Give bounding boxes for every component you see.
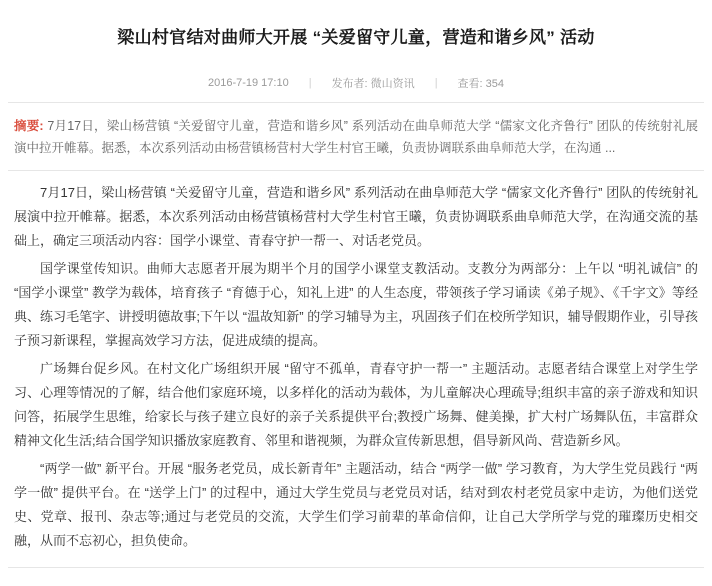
article-paragraph: “两学一做” 新平台。开展 “服务老党员，成长新青年” 主题活动，结合 “两学一做” 学习教育，为大学生党员践行 “两学一做” 提供平台。在 “送学上门” 的过程中，通过大学生党员与老党员对话，结对到农村老党员家中走访，为他们送党史、党章、报刊、杂志等;通过与老党员的交流，大学生们学习前辈的革命信仰，让自己大学所学与党的璀璨历史相交融，从而不忘初心，担负使命。 — [14, 460, 698, 548]
article-summary — [0, 103, 712, 170]
publish-datetime: 2016-7-19 17:10 — [207, 76, 289, 89]
page-title: 梁山村官结对曲师大开展 “关爱留守儿童，营造和谐乡风” 活动 — [117, 28, 595, 48]
meta-separator-1: | — [308, 76, 312, 89]
meta-separator-2: | — [434, 76, 438, 89]
article-meta — [0, 63, 712, 102]
summary-label: 摘要: — [14, 118, 44, 133]
summary-text: 7月17日，梁山杨营镇 “关爱留守儿童，营造和谐乡风” 系列活动在曲阜师范大学 “儒家文化齐鲁行” 团队的传统射礼展演中拉开帷幕。据悉，本次系列活动由杨营镇杨营村大学生村官王曦，负责协调联系曲阜师范大学，在沟通 ... — [14, 118, 698, 155]
article-paragraph: 7月17日，梁山杨营镇 “关爱留守儿童，营造和谐乡风” 系列活动在曲阜师范大学 “儒家文化齐鲁行” 团队的传统射礼展演中拉开帷幕。据悉，本次系列活动由杨营镇杨营村大学生村官王曦，负责协调联系曲阜师范大学，在沟通交流的基础上，确定三项活动内容：国学小课堂、青春守护一帮一、对话老党员。 — [14, 184, 698, 248]
footer-divider — [8, 567, 704, 568]
publisher: 发布者: 微山资讯 — [331, 77, 415, 90]
view-count: 查看: 354 — [457, 77, 505, 90]
article-page — [0, 11, 712, 586]
article-paragraph: 国学课堂传知识。曲师大志愿者开展为期半个月的国学小课堂支教活动。支教分为两部分：上午以 “明礼诚信” 的 “国学小课堂” 教学为载体，培育孩子 “育德于心，知礼上进” 的人生态度，带领孩子学习诵读《弟子规》、《千字文》等经典、练习毛笔字、讲授明德故事;下午以 “温故知新” 的学习辅导为主，巩固孩子们在校所学知识，辅导假期作业，引导孩子预习新课程，掌握高效学习方法，促进成绩的提高。 — [14, 260, 698, 348]
article-body — [0, 171, 712, 553]
article-paragraph: 广场舞台促乡风。在村文化广场组织开展 “留守不孤单，青春守护一帮一” 主题活动。志愿者结合课堂上对学生学习、心理等情况的了解，结合他们家庭环境，以多样化的活动为载体，为儿童解决心理疏导;组织丰富的亲子游戏和知识问答，拓展学生思维，给家长与孩子建立良好的亲子关系提供平台;教授广场舞、健美操，扩大村广场舞队伍，丰富群众精神文化生活;结合国学知识播放家庭教育、邻里和谐视频，为群众宣传新思想，倡导新风尚、营造新乡风。 — [14, 360, 698, 448]
